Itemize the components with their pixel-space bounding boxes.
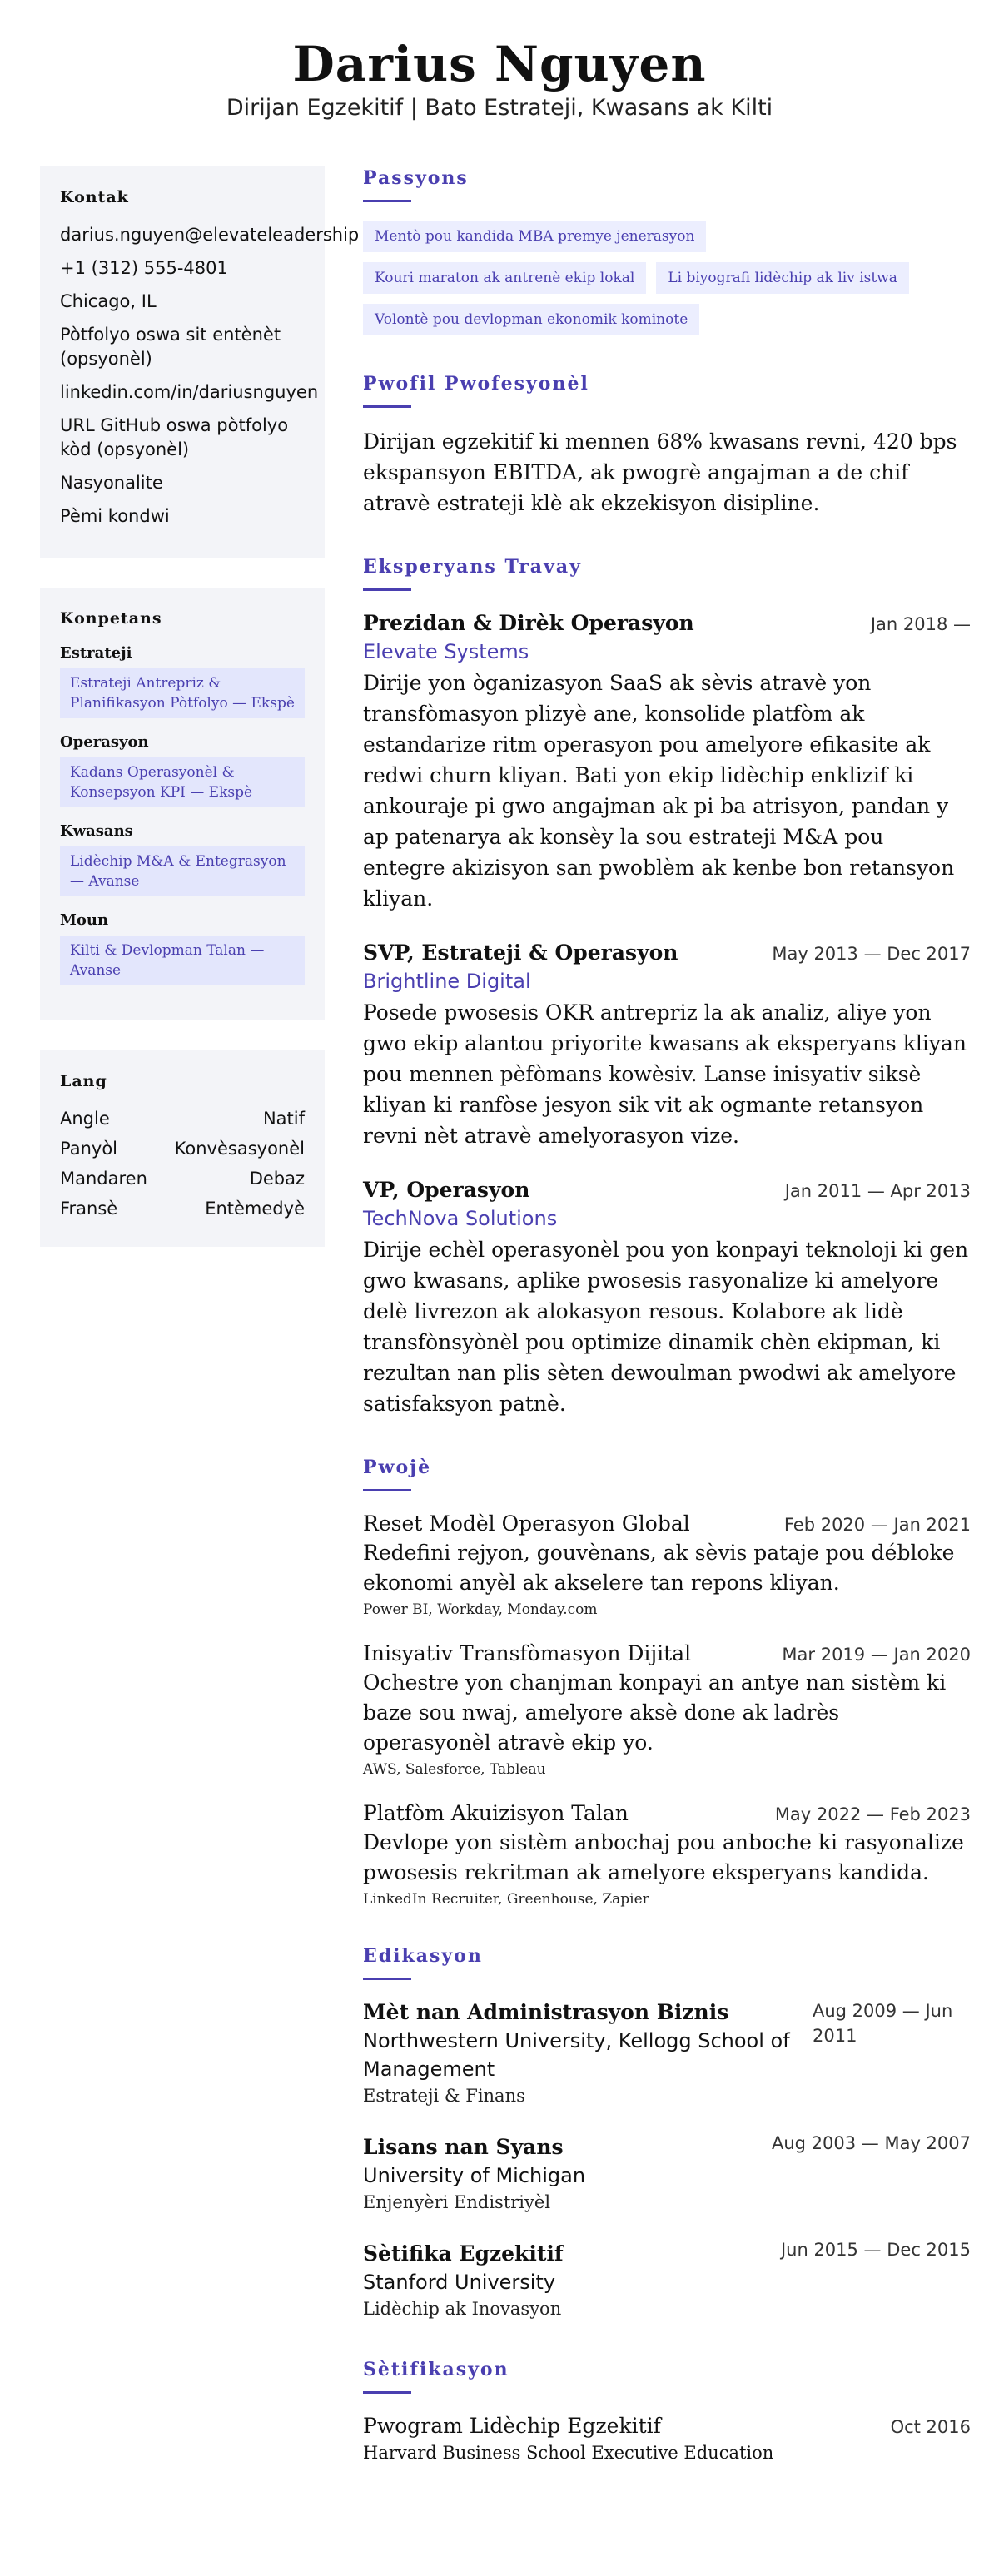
job-entry: [363, 1176, 971, 1419]
language-level: Konvèsasyonèl: [174, 1139, 305, 1159]
skill-group: [60, 644, 305, 718]
project-name: Inisyativ Transfòmasyon Dijital: [363, 1641, 692, 1665]
job-role: Prezidan & Dirèk Operasyon: [363, 611, 694, 635]
language-level: Debaz: [249, 1169, 305, 1189]
project-name: Reset Modèl Operasyon Global: [363, 1511, 690, 1536]
profile-section: [363, 372, 971, 519]
skill-tag: Estrateji Antrepriz & Planifikasyon Pòtfolyo — Ekspè: [60, 668, 305, 718]
experience-section: [363, 555, 971, 1419]
job-role: SVP, Estrateji & Operasyon: [363, 941, 678, 965]
section-title: Pwofil Pwofesyonèl: [363, 373, 589, 395]
candidate-tagline: Dirijan Egzekitif | Bato Estrateji, Kwasans ak Kilti: [226, 95, 773, 121]
language-name: Angle: [60, 1109, 110, 1129]
project-entry: [363, 1640, 971, 1778]
project-entry: [363, 1799, 971, 1908]
language-level: Entèmedyè: [205, 1199, 305, 1219]
skill-tag: Kadans Operasyonèl & Konsepsyon KPI — Ekspè: [60, 757, 305, 807]
contact-license: Pèmi kondwi: [60, 506, 170, 526]
languages-card: [40, 1050, 325, 1247]
education-degree: Lisans nan Syans: [363, 2135, 564, 2159]
skill-group-title: Estrateji: [60, 644, 132, 662]
job-date: Jan 2011 — Apr 2013: [784, 1181, 971, 1201]
section-divider: [363, 200, 411, 202]
contact-email[interactable]: darius.nguyen@elevateleadership: [60, 225, 360, 245]
section-title: Sètifikasyon: [363, 2359, 509, 2380]
contact-title: Kontak: [60, 188, 129, 206]
section-divider: [363, 2391, 411, 2394]
education-degree: Sètifika Egzekitif: [363, 2241, 564, 2266]
project-date: May 2022 — Feb 2023: [774, 1804, 971, 1824]
contact-portfolio[interactable]: Pòtfolyo oswa sit entènèt (opsyonèl): [60, 325, 281, 369]
education-school: University of Michigan: [363, 2164, 586, 2187]
passion-chips: [363, 221, 971, 335]
contact-github[interactable]: URL GitHub oswa pòtfolyo kòd (opsyonèl): [60, 415, 289, 459]
passion-chip: Volontè pou devlopman ekonomik kominote: [363, 304, 699, 335]
section-title: Passyons: [363, 167, 469, 189]
job-company: TechNova Solutions: [363, 1207, 558, 1230]
language-name: Panyòl: [60, 1139, 118, 1159]
skills-title: Konpetans: [60, 609, 162, 628]
section-title: Pwojè: [363, 1457, 432, 1478]
education-degree: Mèt nan Administrasyon Biznis: [363, 2000, 729, 2024]
contact-phone[interactable]: +1 (312) 555-4801: [60, 258, 228, 278]
certification-issuer: Harvard Business School Executive Education: [363, 2443, 774, 2463]
job-description: Dirije echèl operasyonèl pou yon konpayi teknoloji ki gen gwo kwasans, aplike pwosesis rasyonalize ki amelyore delè livrezon ak alokasyon resous. Kolabore ak lidè transfònsyònèl pou optimize dinamik chèn ekipman, ki rezultan nan plis sèten dewoulman pwodwi ak amelyore satisfaksyon patnè.: [363, 1238, 969, 1416]
job-date: May 2013 — Dec 2017: [772, 944, 971, 964]
job-entry: [363, 609, 971, 914]
skills-card: [40, 588, 325, 1020]
section-divider: [363, 588, 411, 591]
section-divider: [363, 1978, 411, 1980]
skill-group: [60, 733, 305, 807]
section-divider: [363, 405, 411, 408]
language-name: Fransè: [60, 1199, 118, 1219]
certification-entry: [363, 2412, 971, 2465]
skill-tag: Lidèchip M&A & Entegrasyon — Avanse: [60, 846, 305, 896]
language-level: Natif: [262, 1109, 305, 1129]
contact-linkedin[interactable]: linkedin.com/in/dariusnguyen: [60, 382, 319, 402]
project-tech: AWS, Salesforce, Tableau: [363, 1761, 546, 1778]
project-tech: LinkedIn Recruiter, Greenhouse, Zapier: [363, 1891, 649, 1908]
certification-date: Oct 2016: [890, 2417, 971, 2437]
language-row: [60, 1137, 305, 1161]
job-description: Posede pwosesis OKR antrepriz la ak analiz, aliye yon gwo ekip alantou priyorite kwasans ak eksperyans kliyan pou mennen pèfòmans kowèsiv. Lanse inisyativ siksè kliyan ki ranfòse jesyon sik vit ak ogmante retansyon revni nèt atravè amelyorasyon vize.: [363, 1000, 967, 1148]
project-entry: [363, 1510, 971, 1618]
project-description: Redefini rejyon, gouvènans, ak sèvis pataje pou débloke ekonomi anyèl ak akselere tan repons kliyan.: [363, 1541, 955, 1595]
project-tech: Power BI, Workday, Monday.com: [363, 1601, 598, 1618]
education-field: Lidèchip ak Inovasyon: [363, 2299, 562, 2319]
education-date: Aug 2003 — May 2007: [771, 2133, 971, 2153]
skill-group: [60, 911, 305, 985]
passions-section: [363, 166, 971, 335]
main-column: [363, 166, 971, 2495]
sidebar: [40, 166, 360, 1277]
section-title: Eksperyans Travay: [363, 556, 582, 578]
section-divider: [363, 1489, 411, 1491]
project-description: Ochestre yon chanjman konpayi an antye nan sistèm ki baze sou nwaj, amelyore aksè done ak ladrès operasyonèl atravè ekip yo.: [363, 1670, 947, 1755]
contact-nationality: Nasyonalite: [60, 473, 163, 493]
candidate-name: Darius Nguyen: [292, 36, 707, 92]
job-entry: [363, 939, 971, 1151]
skill-group-title: Operasyon: [60, 733, 149, 751]
education-entry: [363, 2240, 971, 2321]
project-name: Platfòm Akuizisyon Talan: [363, 1801, 629, 1825]
profile-summary: Dirijan egzekitif ki mennen 68% kwasans revni, 420 bps ekspansyon EBITDA, ak pwogrè angajman a de chif atravè estrateji klè ak ekzekisyon disipline.: [363, 429, 957, 515]
job-date: Jan 2018 —: [870, 614, 971, 634]
language-name: Mandaren: [60, 1169, 147, 1189]
passion-chip: Mentò pou kandida MBA premye jenerasyon: [363, 221, 706, 252]
job-company: Elevate Systems: [363, 640, 529, 663]
education-section: [363, 1944, 971, 2321]
passion-chip: Li biyografi lidèchip ak liv istwa: [656, 262, 909, 294]
section-title: Edikasyon: [363, 1945, 483, 1967]
education-date: Jun 2015 — Dec 2015: [780, 2240, 971, 2260]
project-description: Devlope yon sistèm anbochaj pou anboche ki rasyonalize pwosesis rekritman ak amelyore eksperyans kandida.: [363, 1830, 964, 1884]
education-field: Estrateji & Finans: [363, 2086, 525, 2106]
passion-chip: Kouri maraton ak antrenè ekip lokal: [363, 262, 646, 294]
projects-section: [363, 1456, 971, 1908]
education-entry: [363, 1998, 971, 2108]
certification-name: Pwogram Lidèchip Egzekitif: [363, 2414, 661, 2438]
language-row: [60, 1107, 305, 1131]
job-description: Dirije yon òganizasyon SaaS ak sèvis atravè yon transfòmasyon plizyè ane, konsolide platfòm ak estandarize ritm operasyon pou amelyore efikasite ak redwi churn kliyan. Bati yon ekip lidèchip enklizif ki ankouraje pi gwo angajman ak pi ba atrisyon, pandan y ap patenarya ak konsèy la sou estrateji M&A pou entegre akizisyon san pwoblèm ak kenbe bon retansyon kliyan.: [363, 671, 955, 911]
education-date: Aug 2009 — Jun 2011: [813, 2001, 953, 2046]
education-school: Stanford University: [363, 2271, 556, 2294]
languages-title: Lang: [60, 1072, 107, 1090]
project-date: Feb 2020 — Jan 2021: [783, 1515, 971, 1535]
resume-header: [0, 0, 999, 125]
language-row: [60, 1167, 305, 1191]
job-role: VP, Operasyon: [363, 1178, 530, 1202]
education-entry: [363, 2133, 971, 2215]
education-field: Enjenyèri Endistriyèl: [363, 2192, 551, 2212]
skill-group: [60, 822, 305, 896]
skill-group-title: Moun: [60, 911, 109, 929]
skill-tag: Kilti & Devlopman Talan — Avanse: [60, 936, 305, 985]
skill-group-title: Kwasans: [60, 822, 133, 840]
job-company: Brightline Digital: [363, 970, 531, 993]
contact-location: Chicago, IL: [60, 291, 157, 311]
project-date: Mar 2019 — Jan 2020: [782, 1645, 971, 1665]
education-school: Northwestern University, Kellogg School of Management: [363, 2029, 790, 2081]
contact-card: [40, 166, 360, 558]
certifications-section: [363, 2358, 971, 2465]
language-row: [60, 1197, 305, 1221]
